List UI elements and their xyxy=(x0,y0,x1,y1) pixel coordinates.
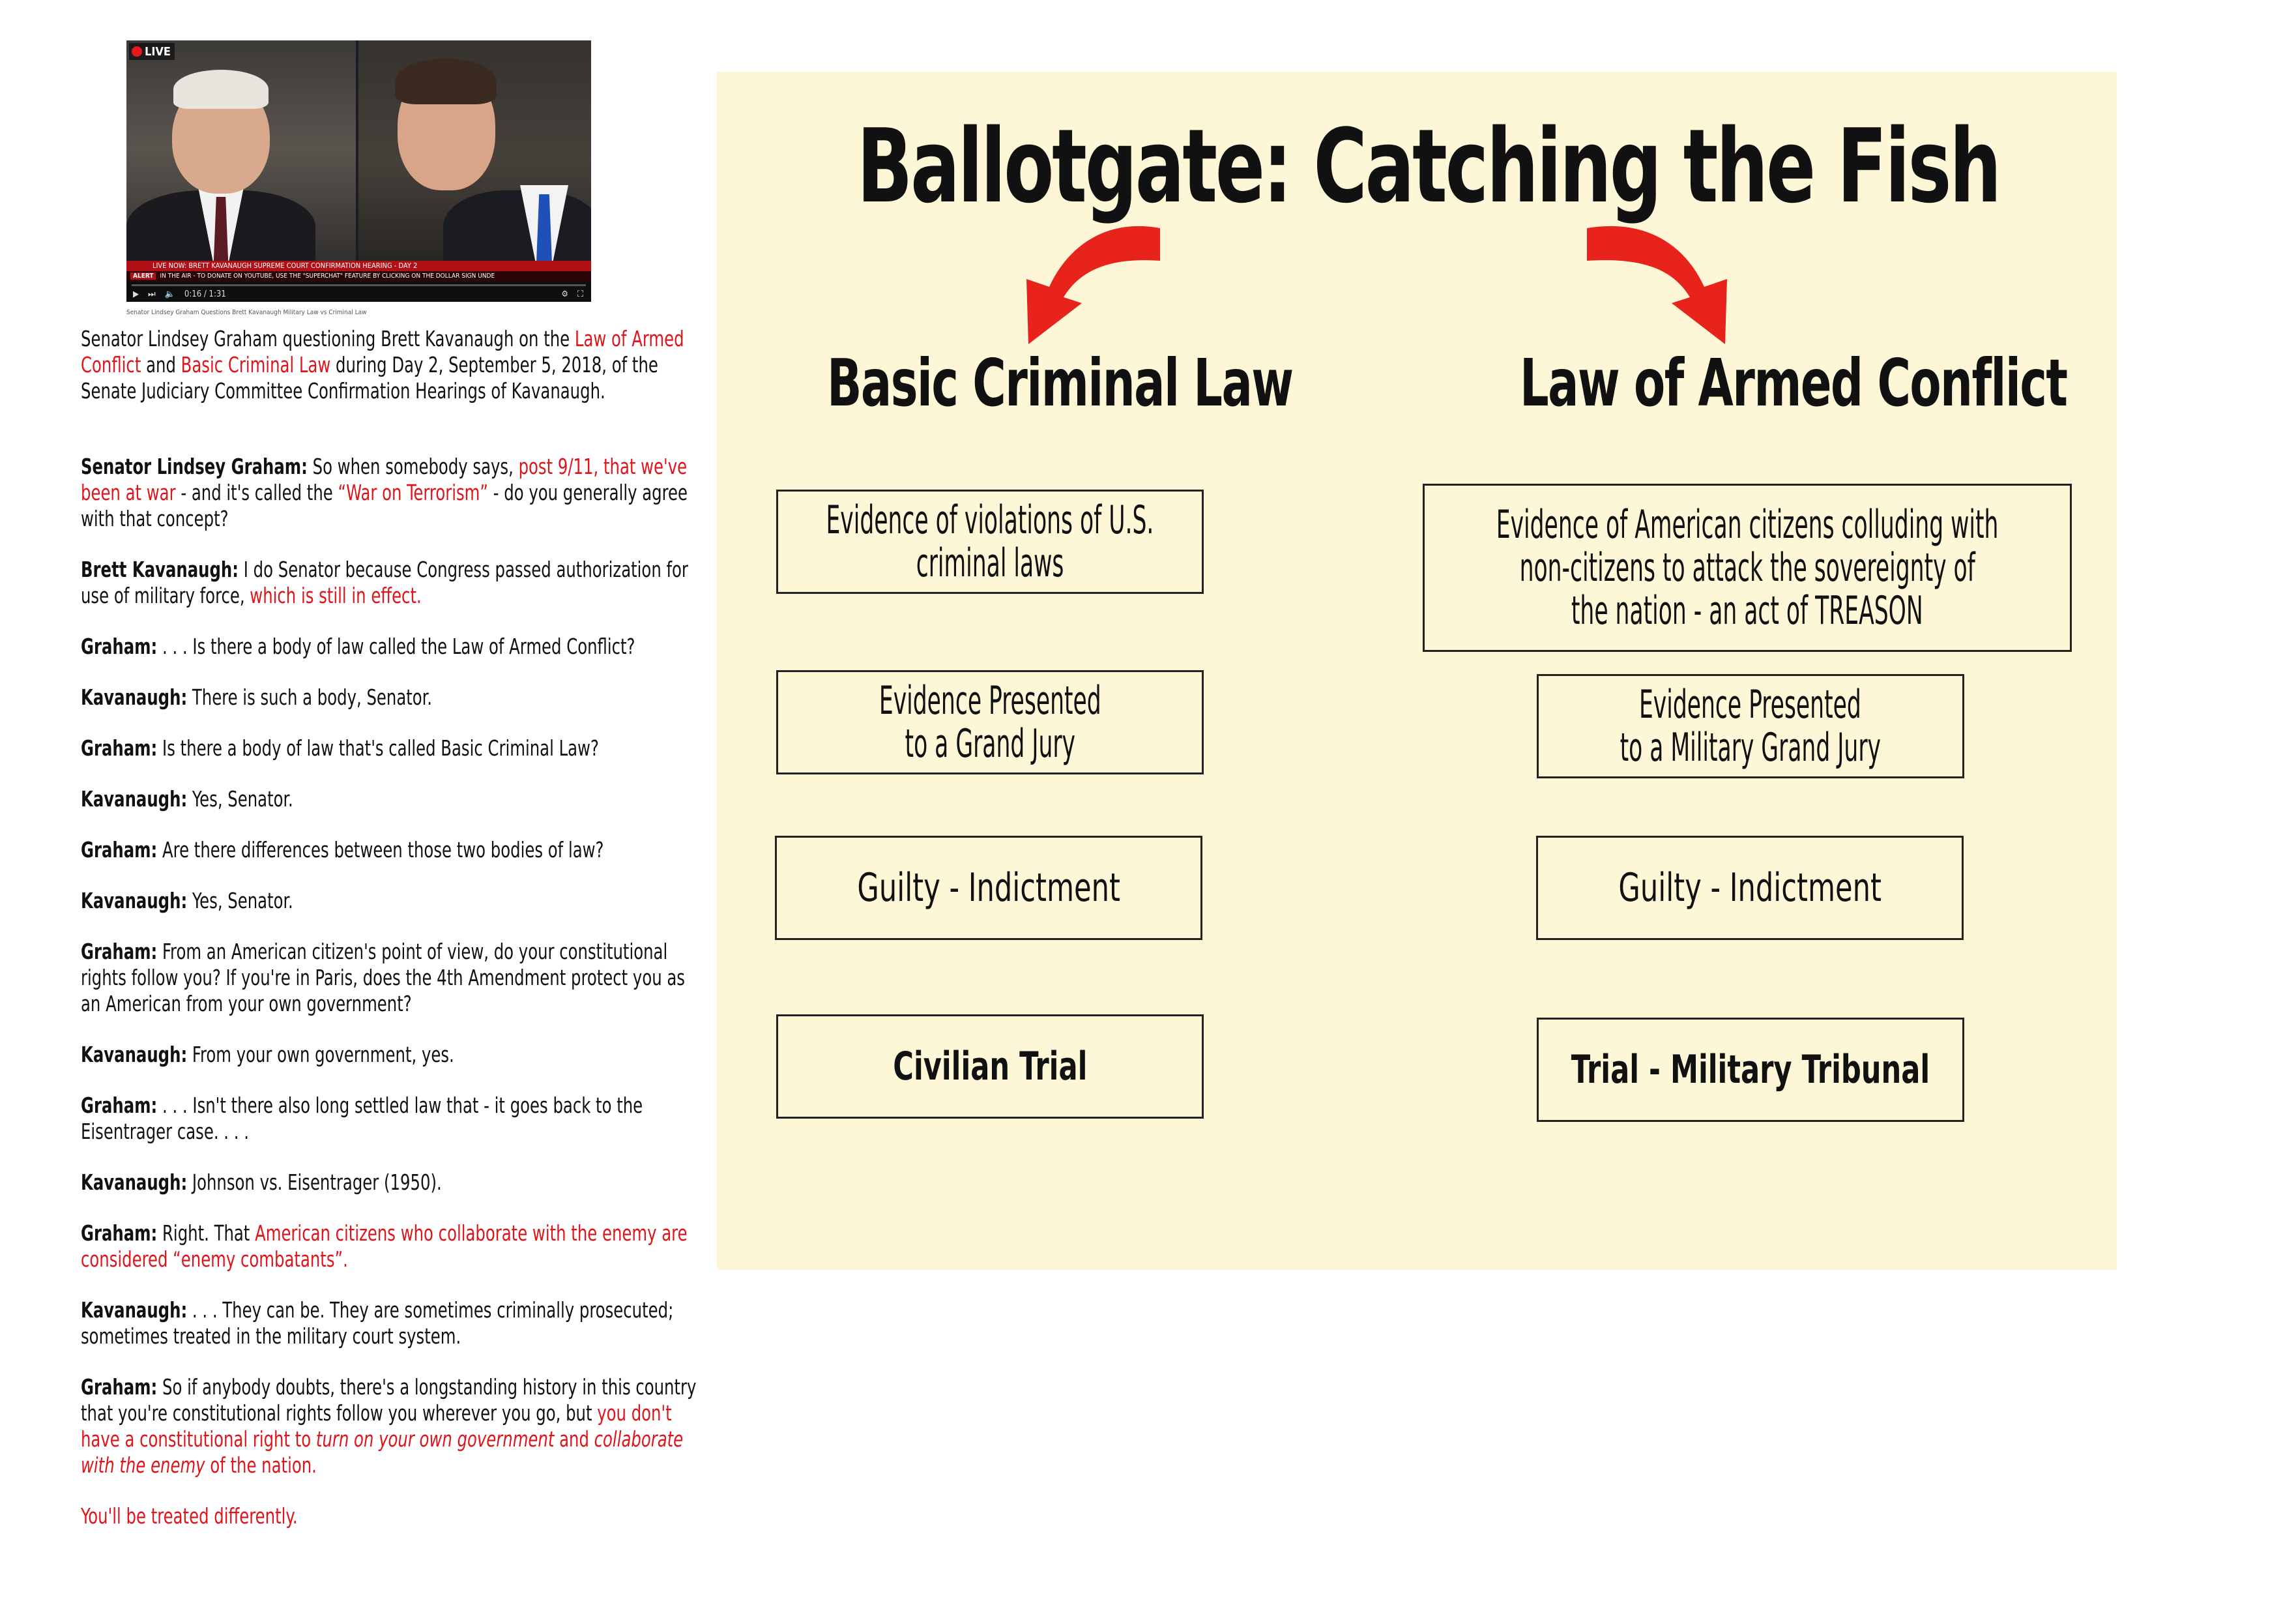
intro-paragraph: Senator Lindsey Graham questioning Brett Kavanaugh on the Law of Armed Conflict and Basic Criminal Law during Day 2, September 5, 2018, of the Senate Judiciary Committee Confirmation Hearings of Kavanaugh. xyxy=(81,326,684,404)
transcript-closing: You'll be treated differently. xyxy=(81,1503,298,1529)
curved-arrow-left-icon xyxy=(1026,226,1160,344)
alert-label: ALERT xyxy=(130,272,156,280)
right-box-military-tribunal: Trial - Military Tribunal xyxy=(1537,1018,1964,1122)
transcript-a6: Kavanaugh: Johnson vs. Eisentrager (1950). xyxy=(81,1169,442,1195)
transcript-q5: Graham: From an American citizen's point of view, do your constitutional rights follow you? If you're in Paris, does the 4th Amendment protect you as an American from your own government? xyxy=(81,939,685,1016)
transcript-a7: Kavanaugh: . . . They can be. They are sometimes criminally prosecuted; sometimes treated in the military court system. xyxy=(81,1297,674,1349)
speaker-left-hair xyxy=(173,70,269,109)
live-label: LIVE xyxy=(145,44,171,59)
alert-text: IN THE AIR - TO DONATE ON YOUTUBE, USE THE "SUPERCHAT" FEATURE BY CLICKING ON THE DOLLAR SIGN UNDE xyxy=(160,272,495,280)
left-heading: Basic Criminal Law xyxy=(827,345,1293,421)
curved-arrow-right-icon xyxy=(1587,226,1727,344)
right-box-military-grand-jury: Evidence Presented to a Military Grand Jury xyxy=(1537,674,1964,778)
video-thumbnail[interactable] xyxy=(126,40,591,302)
left-box-indictment: Guilty - Indictment xyxy=(775,836,1202,940)
flowchart-panel xyxy=(717,72,2117,1270)
transcript-q1: Senator Lindsey Graham: So when somebody says, post 9/11, that we've been at war - and it's called the “War on Terrorism” - do you generally agree with that concept? xyxy=(81,454,688,531)
video-caption: Senator Lindsey Graham Questions Brett Kavanaugh Military Law vs Criminal Law xyxy=(126,309,367,316)
transcript-q6: Graham: . . . Isn't there also long settled law that - it goes back to the Eisentrager case. . . . xyxy=(81,1093,643,1144)
ticker-headline: LIVE NOW: BRETT KAVANAUGH SUPREME COURT CONFIRMATION HEARING - DAY 2 xyxy=(126,261,591,271)
fullscreen-icon[interactable]: ⛶ xyxy=(577,289,583,299)
video-controls xyxy=(126,282,591,302)
video-left-panel xyxy=(126,40,356,280)
transcript-a2: Kavanaugh: There is such a body, Senator. xyxy=(81,684,432,710)
chart-title: Ballotgate: Catching the Fish xyxy=(856,107,1999,226)
left-box-civilian-trial: Civilian Trial xyxy=(776,1014,1204,1119)
transcript-column xyxy=(81,326,697,1554)
time-readout: 0:16 / 1:31 xyxy=(184,289,226,299)
left-box-evidence: Evidence of violations of U.S. criminal laws xyxy=(776,490,1204,594)
live-badge xyxy=(129,43,175,60)
settings-icon[interactable]: ⚙ xyxy=(561,289,568,299)
transcript-q7: Graham: Right. That American citizens who collaborate with the enemy are considered “enemy combatants”. xyxy=(81,1220,688,1272)
volume-icon[interactable]: 🔈 xyxy=(164,289,175,299)
video-right-panel xyxy=(358,40,591,280)
transcript-a1: Brett Kavanaugh: I do Senator because Congress passed authorization for use of military force, which is still in effect. xyxy=(81,557,688,608)
transcript-q4: Graham: Are there differences between those two bodies of law? xyxy=(81,837,604,862)
left-box-grand-jury: Evidence Presented to a Grand Jury xyxy=(776,670,1204,774)
right-box-indictment: Guilty - Indictment xyxy=(1536,836,1964,940)
transcript-q3: Graham: Is there a body of law that's called Basic Criminal Law? xyxy=(81,735,599,761)
right-box-evidence-treason: Evidence of American citizens colluding with non-citizens to attack the sovereignty of the nation - an act of TREASON xyxy=(1423,484,2072,652)
next-icon[interactable]: ⏭ xyxy=(148,289,156,299)
transcript-q2: Graham: . . . Is there a body of law called the Law of Armed Conflict? xyxy=(81,634,635,659)
transcript-q8: Graham: So if anybody doubts, there's a longstanding history in this country that you're constitutional rights follow you wherever you go, but you don't have a constitutional right to turn on your own government and collaborate with the enemy of the nation. xyxy=(81,1374,697,1478)
transcript-a3: Kavanaugh: Yes, Senator. xyxy=(81,786,293,812)
live-dot-icon xyxy=(132,46,142,57)
play-icon[interactable]: ▶ xyxy=(133,289,139,299)
transcript-a5: Kavanaugh: From your own government, yes. xyxy=(81,1042,454,1067)
transcript-a4: Kavanaugh: Yes, Senator. xyxy=(81,888,293,913)
speaker-right-hair xyxy=(395,59,497,104)
ticker-alert xyxy=(126,271,591,282)
right-heading: Law of Armed Conflict xyxy=(1520,345,2067,421)
progress-bar[interactable] xyxy=(132,284,586,286)
